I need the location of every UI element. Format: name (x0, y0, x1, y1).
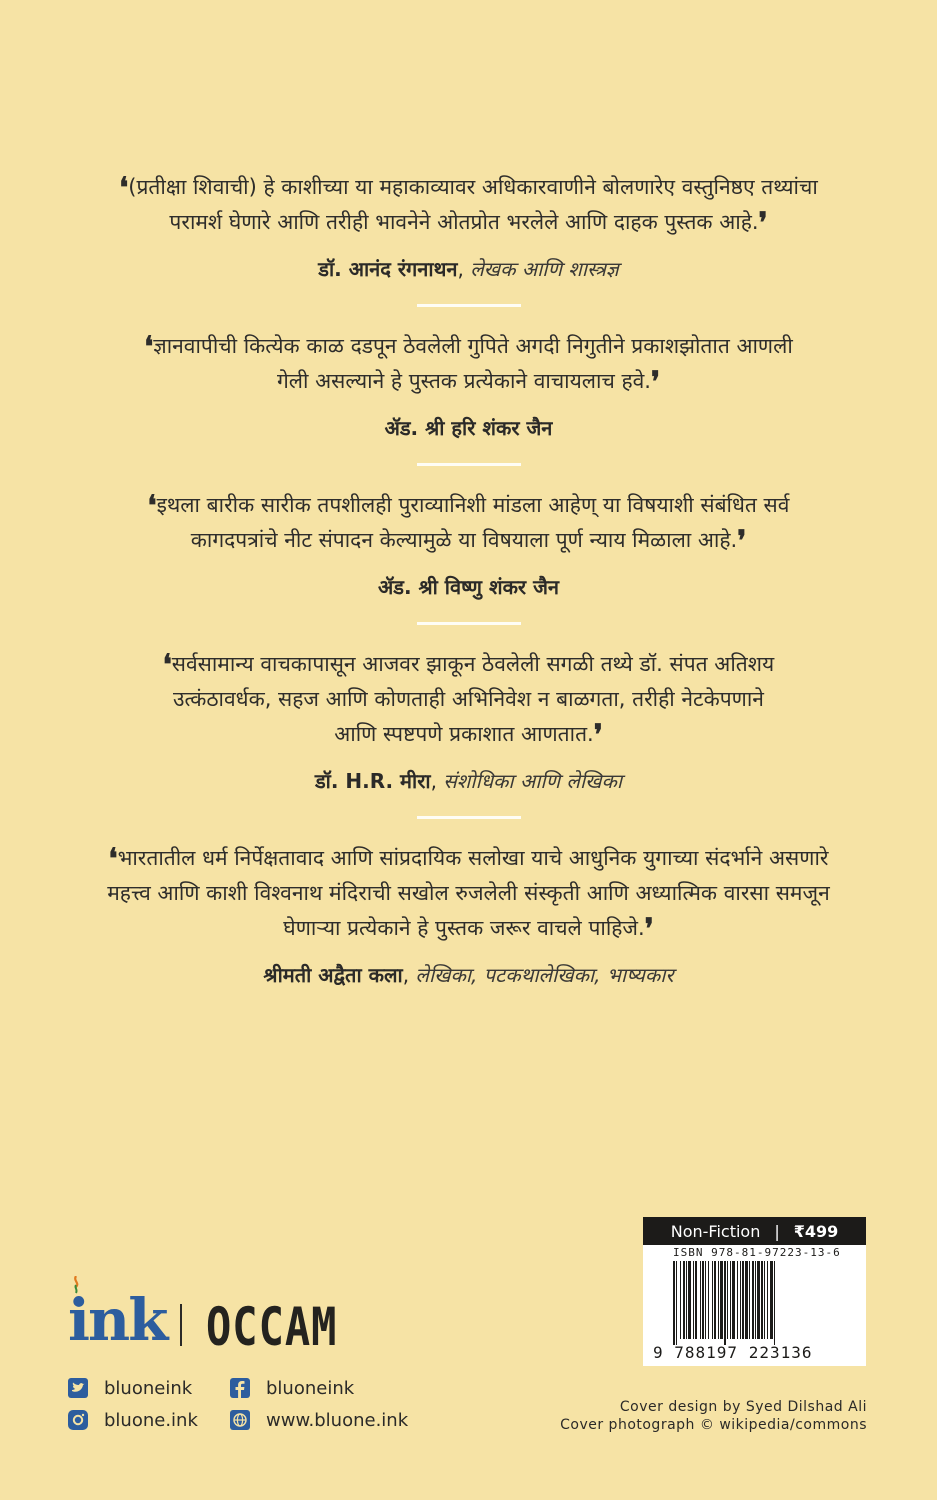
testimonial-2 (60, 329, 877, 443)
testimonial-3 (60, 488, 877, 602)
testimonial-1 (60, 170, 877, 284)
close-quote-icon: ❜ (737, 524, 747, 557)
barcode-bar (764, 1261, 765, 1339)
ink-logo: ink (68, 1286, 167, 1354)
barcode-bar (770, 1261, 773, 1339)
barcode-bar (755, 1261, 756, 1339)
attribution (60, 413, 877, 443)
design-credit: Cover design by Syed Dilshad Ali (619, 1399, 867, 1415)
open-quote-icon: ❛ (144, 330, 154, 363)
barcode-bar (702, 1261, 704, 1339)
divider (417, 304, 521, 307)
social-links (68, 1376, 428, 1436)
author-name: ॲड. श्री हरि शंकर जैन (384, 416, 553, 440)
barcode-bar (761, 1261, 763, 1339)
barcode-bar (700, 1261, 701, 1339)
quote-text: ❛सर्वसामान्य वाचकापासून आजवर झाकून ठेवलेली सगळी तथ्ये डॉ. संपत अतिशय उत्कंठावर्धक, सहज आणि कोणताही अभिनिवेश न बाळगता, तरीही नेटकेपणाने आणि स्पष्टपणे प्रकाशात आणतात.❜ (162, 648, 775, 751)
publisher-logos (68, 1282, 368, 1362)
barcode-bar (724, 1261, 726, 1345)
barcode-bar (730, 1261, 731, 1339)
open-quote-icon: ❛ (147, 489, 157, 522)
barcode-bar (686, 1261, 687, 1339)
website-link[interactable]: www.bluone.ink (230, 1408, 408, 1432)
close-quote-icon: ❜ (593, 718, 603, 751)
close-quote-icon: ❜ (651, 365, 661, 398)
price-label (643, 1217, 866, 1245)
facebook-handle[interactable]: bluoneink (230, 1376, 354, 1400)
barcode-bar (757, 1261, 760, 1339)
divider (417, 622, 521, 625)
quote-text: ❛(प्रतीक्षा शिवाची) हे काशीच्या या महाकाव्यावर अधिकारवाणीने बोलणारेए वस्तुनिष्ठए तथ्यांचा परामर्श घेणारे आणि तरीही भावनेने ओतप्रोत भरलेले आणि दाहक पुस्तक आहे.❜ (119, 171, 818, 239)
barcode-bar (732, 1261, 735, 1339)
quote-text: ❛भारतातील धर्म निर्पेक्षतावाद आणि सांप्रदायिक सलोखा याचे आधुनिक युगाच्या संदर्भाने असणारे महत्त्व आणि काशी विश्वनाथ मंदिराची सखोल रुजलेली संस्कृती आणि अध्यात्मिक वारसा समजून घेणाऱ्या प्रत्येकाने हे पुस्तक जरूर वाचले पाहिजे.❜ (107, 842, 830, 945)
barcode-bar (737, 1261, 738, 1339)
author-name: ॲड. श्री विष्णु शंकर जैन (377, 575, 560, 599)
author-name: डॉ. आनंद रंगनाथन (318, 257, 458, 281)
divider (417, 816, 521, 819)
genre-label: Non-Fiction (670, 1221, 761, 1241)
barcode-bar (767, 1261, 768, 1339)
attribution: डॉ. आनंद रंगनाथन, लेखक आणि शास्त्रज्ञ (318, 257, 619, 281)
testimonial-4 (60, 647, 877, 796)
barcode-bar (742, 1261, 744, 1339)
author-name: श्रीमती अद्वैता कला (263, 963, 403, 987)
instagram-icon (68, 1410, 88, 1430)
close-quote-icon: ❜ (758, 206, 768, 239)
author-role: लेखक आणि शास्त्रज्ञ (470, 257, 619, 281)
author-name: डॉ. H.R. मीरा (314, 769, 431, 793)
globe-icon (230, 1410, 250, 1430)
price-separator: | (774, 1221, 780, 1241)
divider (417, 463, 521, 466)
price-amount: ₹499 (793, 1221, 839, 1241)
twitter-handle[interactable]: bluoneink (68, 1376, 192, 1400)
author-role: संशोधिका आणि लेखिका (443, 769, 623, 793)
barcode-bar (714, 1261, 716, 1339)
photo-credit: Cover photograph © wikipedia/commons (560, 1417, 867, 1433)
barcode-bar (683, 1261, 685, 1339)
instagram-handle[interactable]: bluone.ink (68, 1408, 198, 1432)
twitter-icon (68, 1378, 88, 1398)
cover-credits (560, 1398, 867, 1434)
barcode-bar (720, 1261, 723, 1339)
barcode-digits: 9 788197 223136 (653, 1343, 813, 1362)
open-quote-icon: ❛ (119, 171, 129, 204)
barcode-bar (718, 1261, 719, 1339)
quote-text: ❛इथला बारीक सारीक तपशीलही पुराव्यानिशी मांडला आहेण् या विषयाशी संबंधित सर्व कागदपत्रांचे नीट संपादन केल्यामुळे या विषयाला पूर्ण न्याय मिळाला आहे.❜ (147, 489, 790, 557)
barcode-bar (695, 1261, 697, 1339)
barcode-bar (745, 1261, 748, 1339)
quote-text: ❛ज्ञानवापीची कित्येक काळ दडपून ठेवलेली गुपिते अगदी निगुतीने प्रकाशझोतात आणली गेली असल्याने हे पुस्तक प्रत्येकाने वाचायलाच हवे.❜ (144, 330, 793, 398)
testimonial-5 (60, 841, 877, 990)
isbn-number: ISBN 978-81-97223-13-6 (673, 1246, 841, 1259)
logo-separator (180, 1304, 182, 1346)
barcode-bar (752, 1261, 754, 1339)
close-quote-icon: ❜ (644, 912, 654, 945)
barcode-bar (727, 1261, 728, 1339)
barcode-bar (693, 1261, 694, 1339)
barcode-bar (705, 1261, 706, 1339)
barcode-bar (688, 1261, 691, 1339)
attribution: श्रीमती अद्वैता कला, लेखिका, पटकथालेखिका, भाष्यकार (263, 963, 674, 987)
isbn-barcode (643, 1245, 866, 1366)
author-role: लेखिका, पटकथालेखिका, भाष्यकार (415, 963, 674, 987)
barcode-bar (740, 1261, 741, 1339)
attribution: डॉ. H.R. मीरा, संशोधिका आणि लेखिका (314, 769, 623, 793)
open-quote-icon: ❛ (108, 842, 118, 875)
barcode-bar (676, 1261, 677, 1345)
open-quote-icon: ❛ (162, 648, 172, 681)
barcode-bar (673, 1261, 675, 1345)
occam-logo: OCCAM (206, 1296, 338, 1358)
facebook-icon (230, 1378, 250, 1398)
barcode-bar (749, 1261, 750, 1339)
testimonials (60, 170, 877, 990)
attribution (60, 572, 877, 602)
barcode-bar (708, 1261, 709, 1339)
barcode-bar (712, 1261, 713, 1339)
barcode-bar (774, 1261, 775, 1345)
barcode-bar (680, 1261, 681, 1339)
